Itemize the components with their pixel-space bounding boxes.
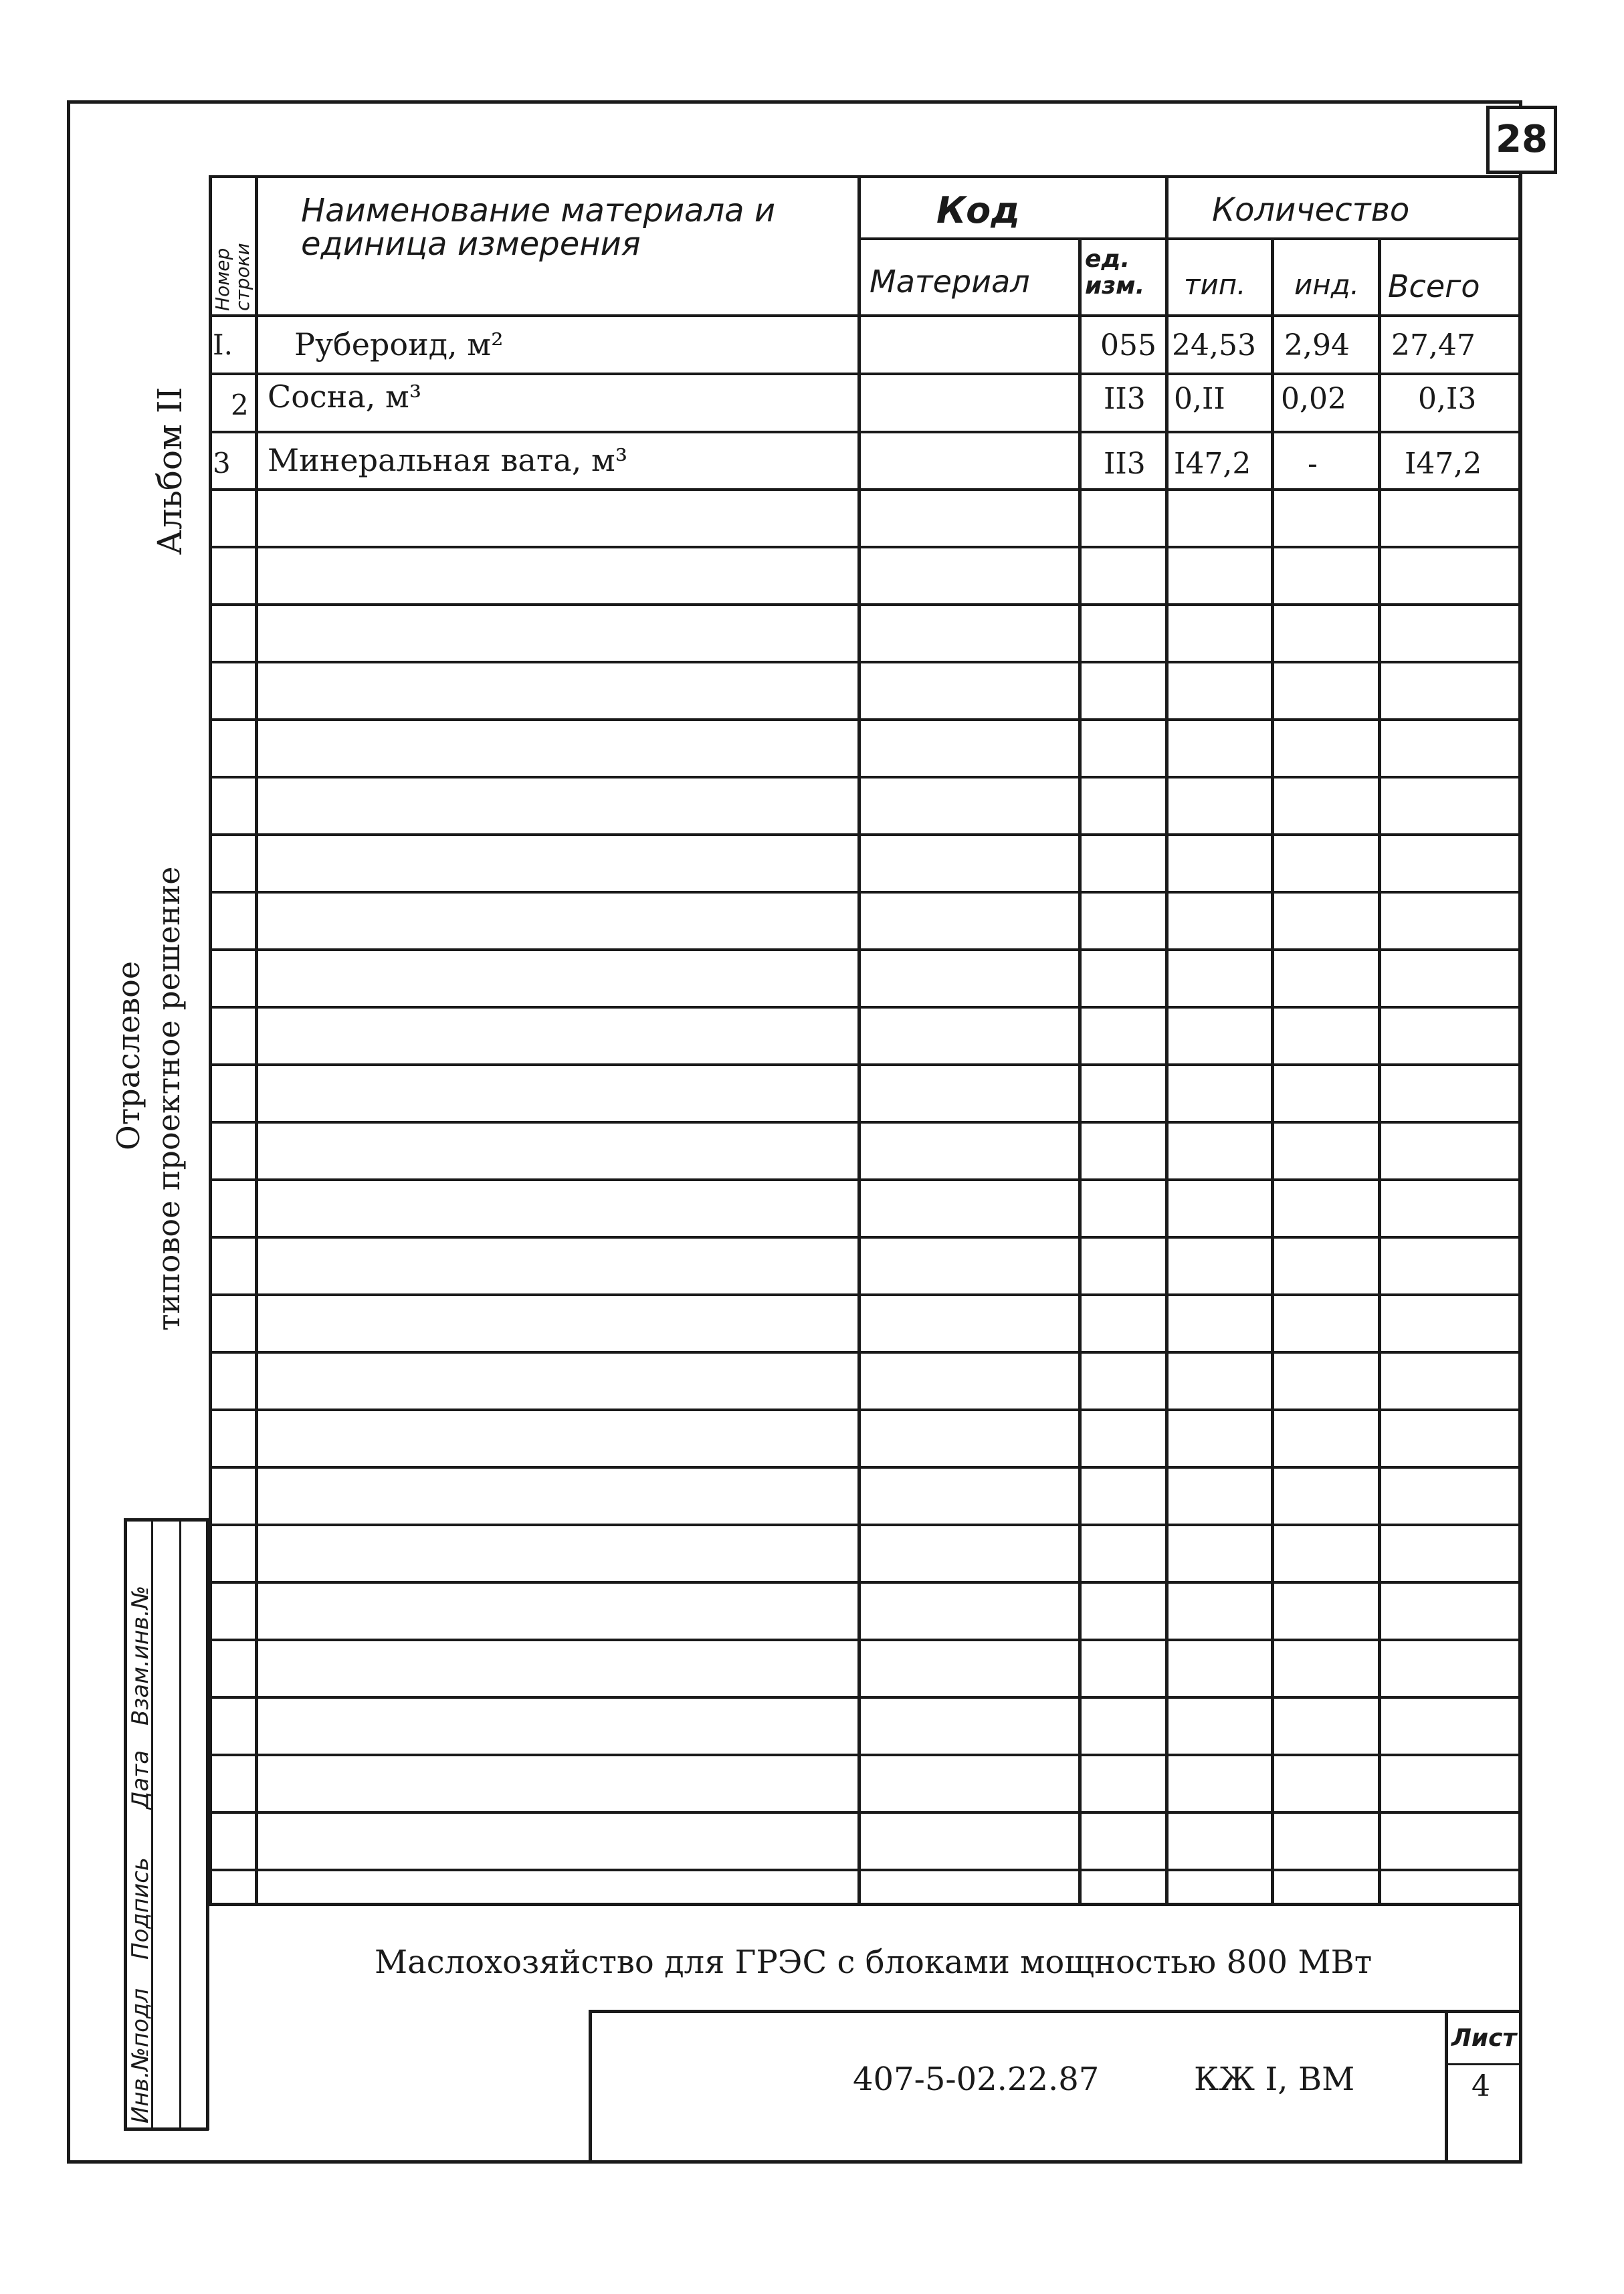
row-1-no: I.: [213, 328, 233, 361]
project-title: Маслохозяйство для ГРЭС с блоками мощностью 800 МВт: [375, 1944, 1373, 1981]
stamp-label-sign: Подпись: [127, 1857, 154, 1960]
row-1-typ: 24,53: [1172, 328, 1256, 362]
row-1-total: 27,47: [1391, 328, 1476, 362]
sheet-label: Лист: [1451, 2024, 1517, 2052]
header-typ: тип.: [1184, 268, 1246, 301]
series-line1: Отраслевое: [110, 960, 146, 1150]
row-2-no: 2: [231, 389, 249, 421]
row-1-unit: 055: [1100, 328, 1156, 362]
stamp-label-replace: Взам.инв.№: [127, 1585, 154, 1726]
header-quantity: Количество: [1212, 191, 1410, 229]
document-mark: КЖ I, ВМ: [1194, 2061, 1355, 2098]
stamp-label-date: Дата: [127, 1750, 154, 1809]
document-code: 407-5-02.22.87: [853, 2061, 1100, 2098]
row-2-total: 0,I3: [1418, 382, 1477, 416]
sheet-value: 4: [1471, 2069, 1490, 2103]
series-line2: типовое проектное решение: [150, 866, 187, 1331]
row-2-unit: II3: [1104, 382, 1146, 416]
row-2-ind: 0,02: [1281, 382, 1346, 416]
header-unit: ед. изм.: [1085, 245, 1145, 300]
row-3-typ: I47,2: [1174, 447, 1251, 481]
row-3-ind: -: [1308, 447, 1318, 481]
page-number: 28: [1486, 106, 1557, 174]
row-2-typ: 0,II: [1174, 382, 1225, 416]
header-code: Код: [936, 189, 1020, 231]
album-label: Альбом II: [150, 387, 189, 555]
header-total: Всего: [1388, 268, 1480, 304]
row-3-name: Минеральная вата, м³: [268, 442, 628, 478]
row-3-total: I47,2: [1405, 447, 1482, 481]
stamp-label-inv: Инв.№подл: [127, 1988, 154, 2123]
header-ind: инд.: [1294, 268, 1360, 301]
row-1-ind: 2,94: [1284, 328, 1350, 362]
row-3-no: 3: [213, 447, 231, 480]
header-row-no: Номер строки: [211, 243, 253, 311]
header-material: Материал: [870, 264, 1030, 300]
row-2-name: Сосна, м³: [268, 379, 422, 415]
row-3-unit: II3: [1104, 447, 1146, 481]
header-name: Наименование материала и единица измерения: [301, 192, 776, 263]
row-1-name: Рубероид, м²: [294, 326, 504, 362]
